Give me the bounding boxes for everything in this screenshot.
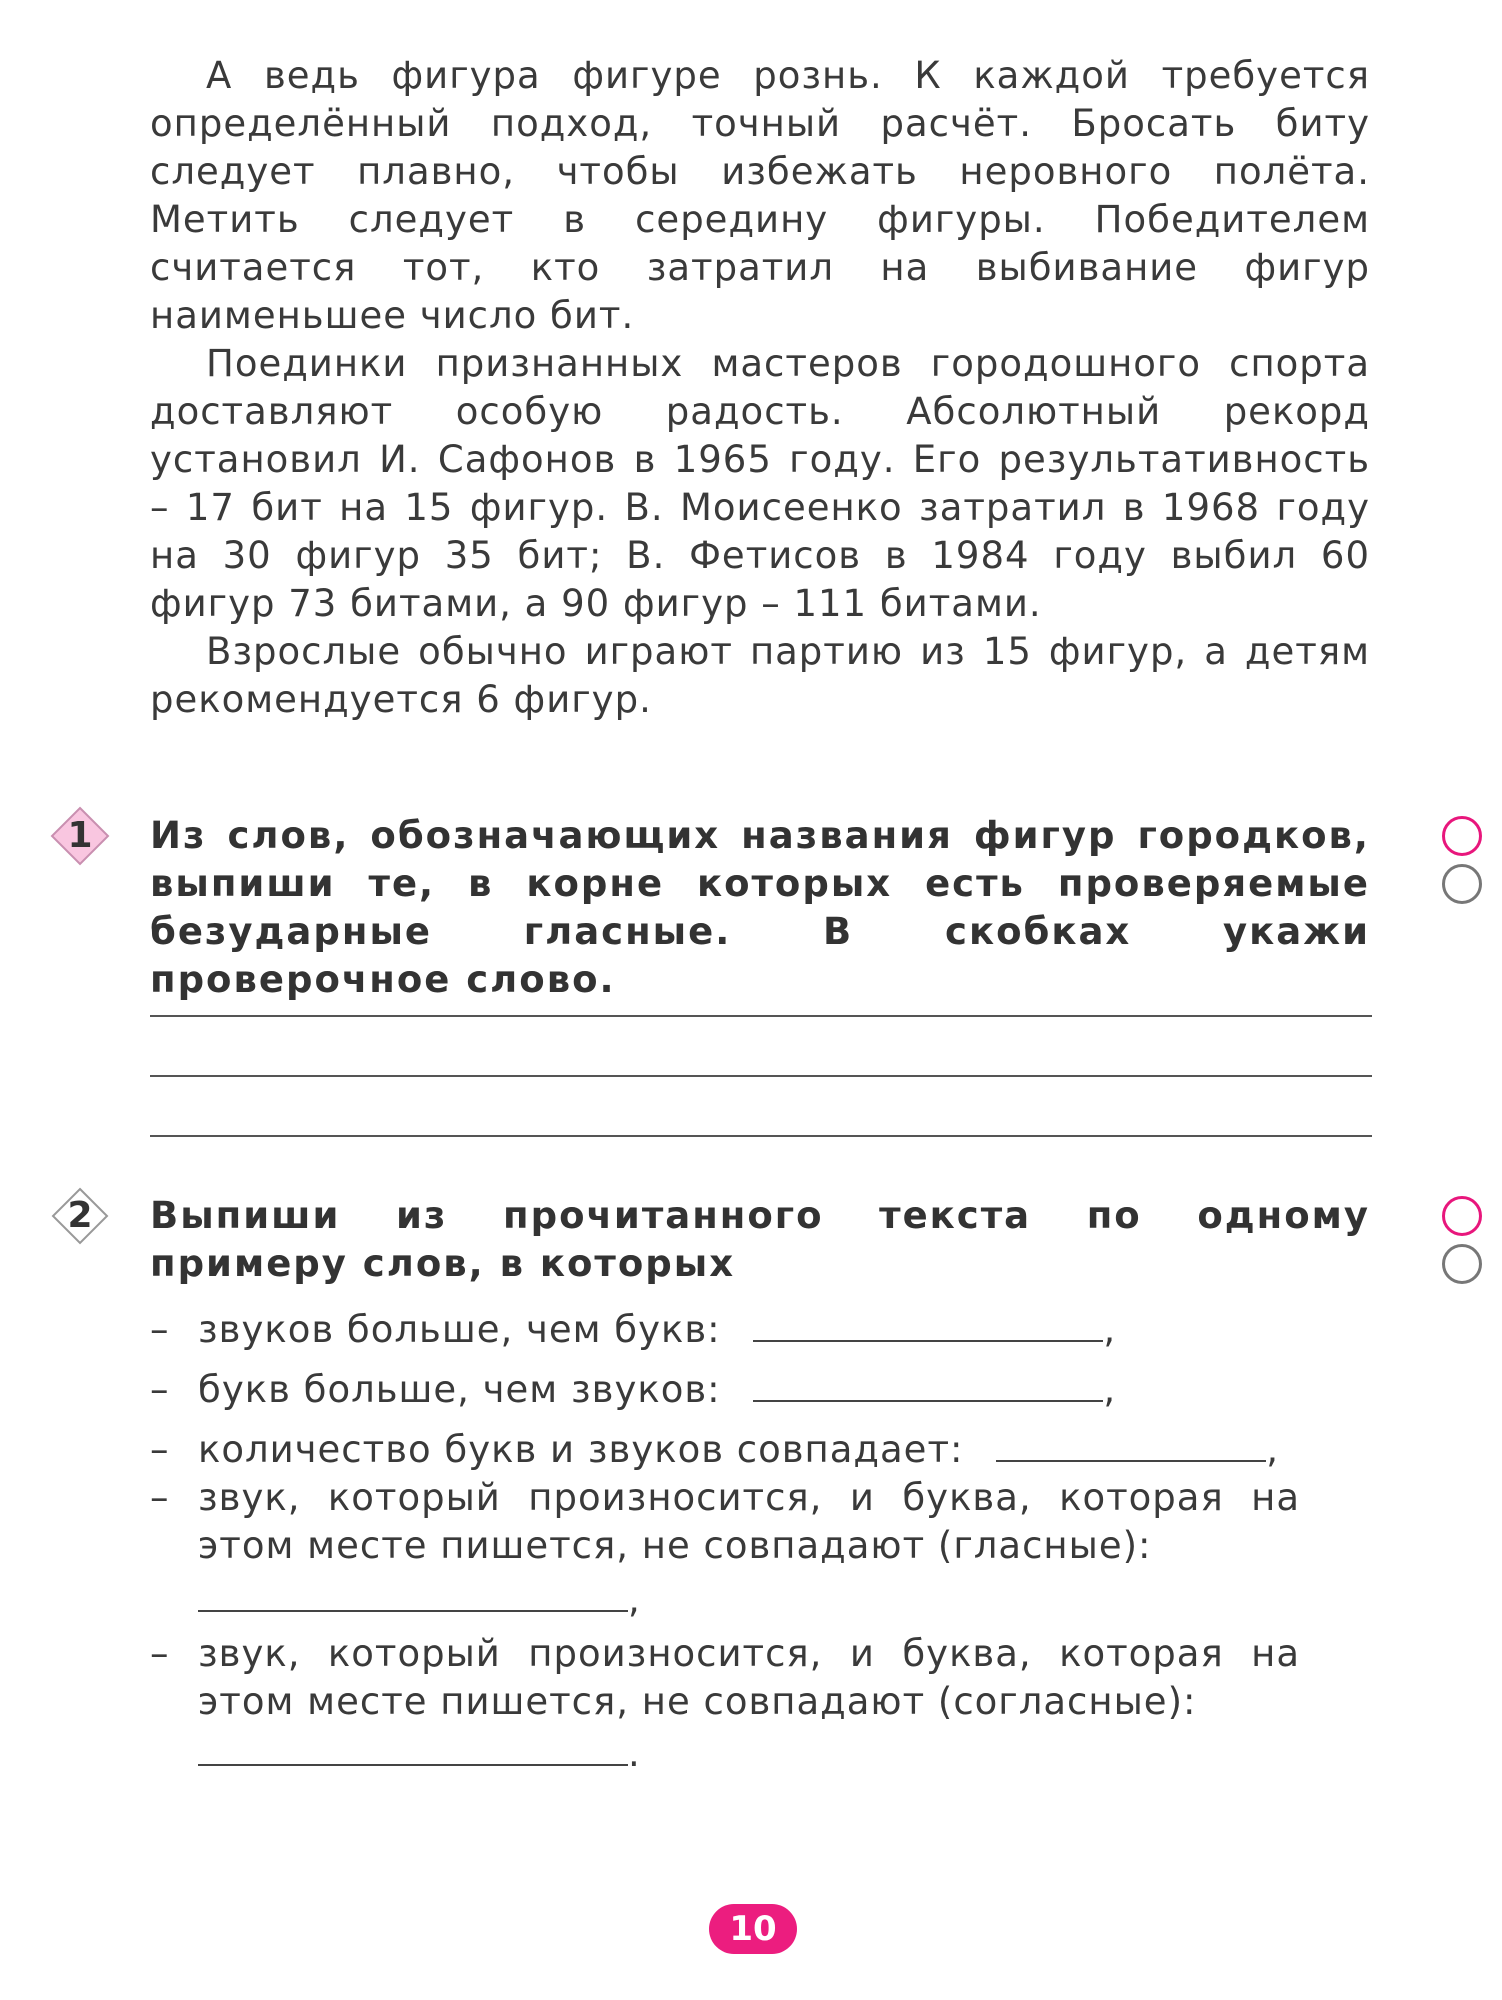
item-end: . — [628, 1732, 641, 1775]
item-end: , — [628, 1578, 641, 1621]
self-check-circle-gray[interactable] — [1442, 864, 1482, 904]
reading-paragraph-3: Взрослые обычно играют партию из 15 фигур, а детям рекомендуется 6 фигур. — [150, 630, 1370, 721]
task-2-items — [150, 1306, 1300, 1806]
list-item — [150, 1474, 1300, 1570]
task-number: 1 — [67, 815, 93, 856]
dash: – — [150, 1428, 170, 1471]
task-number-badge — [50, 1186, 110, 1246]
page-number: 10 — [709, 1904, 797, 1954]
reading-paragraph-1: А ведь фигура фигуре рознь. К каждой требуется определённый подход, точный расчёт. Бросать биту следует плавно, чтобы избежать неровного полёта. Метить следует в середину фигуры. Победителем считается тот, кто затратил на выбивание фигур наименьшее число бит. — [150, 54, 1370, 337]
self-check-circles — [1442, 816, 1490, 912]
self-check-circles — [1442, 1196, 1490, 1292]
reading-paragraph-2: Поединки признанных мастеров городошного спорта доставляют особую радость. Абсолютный рекорд установил И. Сафонов в 1965 году. Его результативность – 17 бит на 15 фигур. В. Моисеенко затратил в 1968 году на 30 фигур 35 бит; В. Фетисов в 1984 году выбил 60 фигур 73 битами, а 90 фигур – 111 битами. — [150, 342, 1370, 625]
reading-text — [150, 52, 1370, 724]
task-number: 2 — [67, 1195, 93, 1236]
self-check-circle-pink[interactable] — [1442, 816, 1482, 856]
answer-blank[interactable] — [753, 1370, 1103, 1402]
item-text: количество букв и звуков совпадает: — [198, 1428, 964, 1471]
list-item — [150, 1630, 1300, 1726]
dash: – — [150, 1476, 170, 1519]
task-number-badge — [50, 806, 110, 866]
item-text: звуков больше, чем букв: — [198, 1308, 721, 1351]
self-check-circle-gray[interactable] — [1442, 1244, 1482, 1284]
list-item — [150, 1306, 1300, 1354]
answer-row — [198, 1730, 1348, 1778]
item-end: , — [1103, 1368, 1117, 1411]
answer-line[interactable] — [150, 1135, 1372, 1137]
task-2 — [50, 1192, 1490, 1302]
item-text: звук, который произносится, и буква, которая на этом месте пишется, не совпадают (гласные): — [198, 1476, 1300, 1567]
answer-row — [198, 1576, 1348, 1624]
item-text: букв больше, чем звуков: — [198, 1368, 721, 1411]
answer-line[interactable] — [150, 1075, 1372, 1077]
dash: – — [150, 1368, 170, 1411]
answer-line[interactable] — [150, 1015, 1372, 1017]
answer-blank[interactable] — [996, 1430, 1266, 1462]
list-item — [150, 1426, 1300, 1474]
answer-blank[interactable] — [198, 1580, 628, 1612]
self-check-circle-pink[interactable] — [1442, 1196, 1482, 1236]
item-end: , — [1266, 1428, 1279, 1471]
task-1-text: Из слов, обозначающих названия фигур городков, выпиши те, в корне которых есть проверяемые безударные гласные. В скобках укажи проверочное слово. — [150, 814, 1370, 1001]
item-end: , — [1103, 1308, 1117, 1351]
dash: – — [150, 1308, 170, 1351]
task-2-text: Выпиши из прочитанного текста по одному примеру слов, в которых — [150, 1194, 1370, 1285]
answer-blank[interactable] — [198, 1734, 628, 1766]
list-item — [150, 1366, 1300, 1414]
dash: – — [150, 1632, 170, 1675]
task-1 — [50, 812, 1490, 1142]
item-text: звук, который произносится, и буква, которая на этом месте пишется, не совпадают (согласные): — [198, 1632, 1300, 1723]
answer-blank[interactable] — [753, 1310, 1103, 1342]
